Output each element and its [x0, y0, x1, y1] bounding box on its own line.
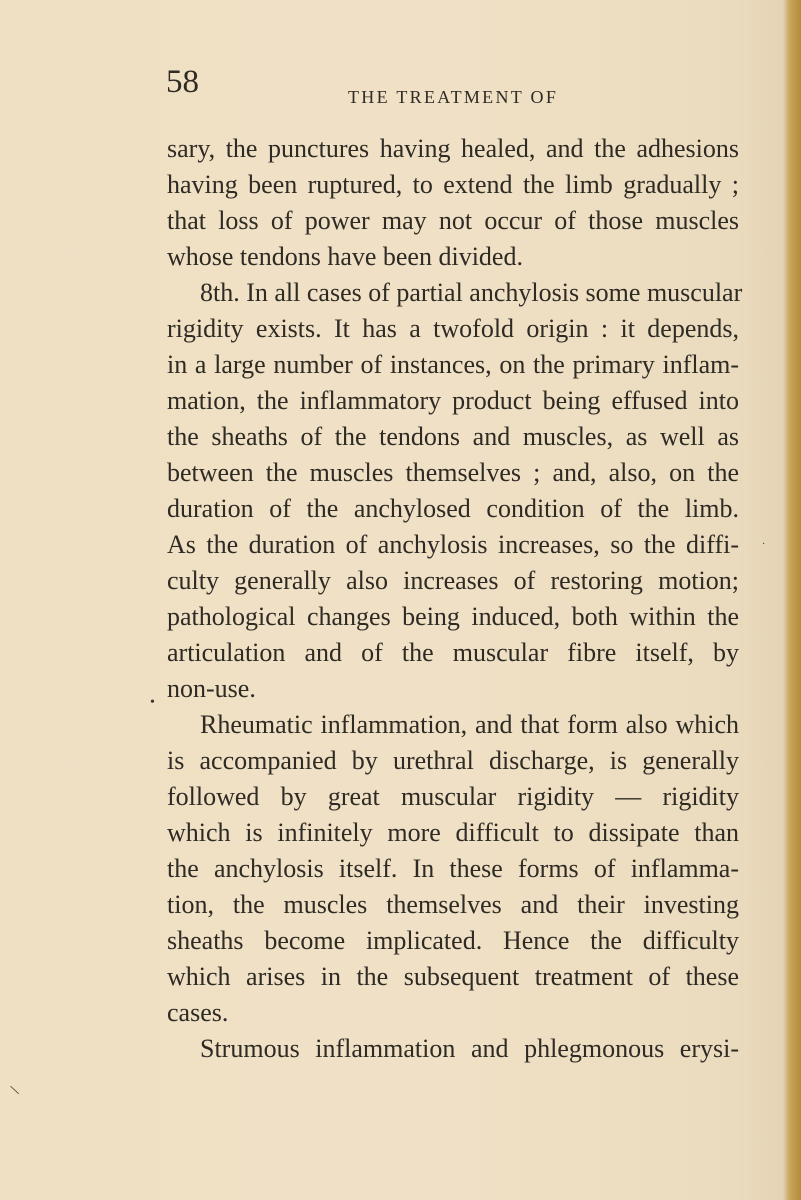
text-line: 8th. In all cases of partial anchylosis some muscular	[200, 278, 743, 307]
text-line: sary, the punctures having healed, and the adhesions	[167, 134, 739, 163]
text-line: tion, the muscles themselves and their investing	[167, 890, 739, 919]
text-line: having been ruptured, to extend the limb gradually ;	[167, 170, 739, 199]
text-line: the anchylosis itself. In these forms of inflamma-	[167, 854, 739, 883]
text-line: non-use.	[167, 674, 256, 703]
page-number: 58	[166, 64, 199, 100]
text-line: culty generally also increases of restoring motion;	[167, 566, 739, 595]
text-line: whose tendons have been divided.	[167, 242, 523, 271]
text-line: in a large number of instances, on the primary inflam-	[167, 350, 739, 379]
pencil-mark: \	[9, 1082, 21, 1100]
text-line: articulation and of the muscular fibre itself, by	[167, 638, 739, 667]
text-line: cases.	[167, 998, 229, 1027]
text-line: Strumous inflammation and phlegmonous erysi-	[200, 1034, 739, 1063]
running-head: THE TREATMENT OF	[348, 87, 559, 107]
text-line: As the duration of anchylosis increases, so the diffi-	[167, 530, 739, 559]
text-line: which is infinitely more difficult to dissipate than	[167, 818, 739, 847]
text-line: the sheaths of the tendons and muscles, as well as	[167, 422, 739, 451]
ink-dot: ·	[762, 539, 766, 550]
text-line: which arises in the subsequent treatment of these	[167, 962, 739, 991]
text-line: mation, the inflammatory product being effused into	[167, 386, 739, 415]
page-edge-binding	[783, 0, 801, 1200]
text-line: followed by great muscular rigidity — rigidity	[167, 782, 739, 811]
text-line: duration of the anchylosed condition of the limb.	[167, 494, 739, 523]
text-line: Rheumatic inflammation, and that form also which	[200, 710, 739, 739]
text-line: pathological changes being induced, both within the	[167, 602, 739, 631]
text-line: between the muscles themselves ; and, also, on the	[167, 458, 739, 487]
text-line: is accompanied by urethral discharge, is generally	[167, 746, 739, 775]
text-line: sheaths become implicated. Hence the difficulty	[167, 926, 739, 955]
ink-dot: •	[150, 695, 155, 710]
text-line: that loss of power may not occur of those muscles	[167, 206, 739, 235]
text-line: rigidity exists. It has a twofold origin : it depends,	[167, 314, 739, 343]
